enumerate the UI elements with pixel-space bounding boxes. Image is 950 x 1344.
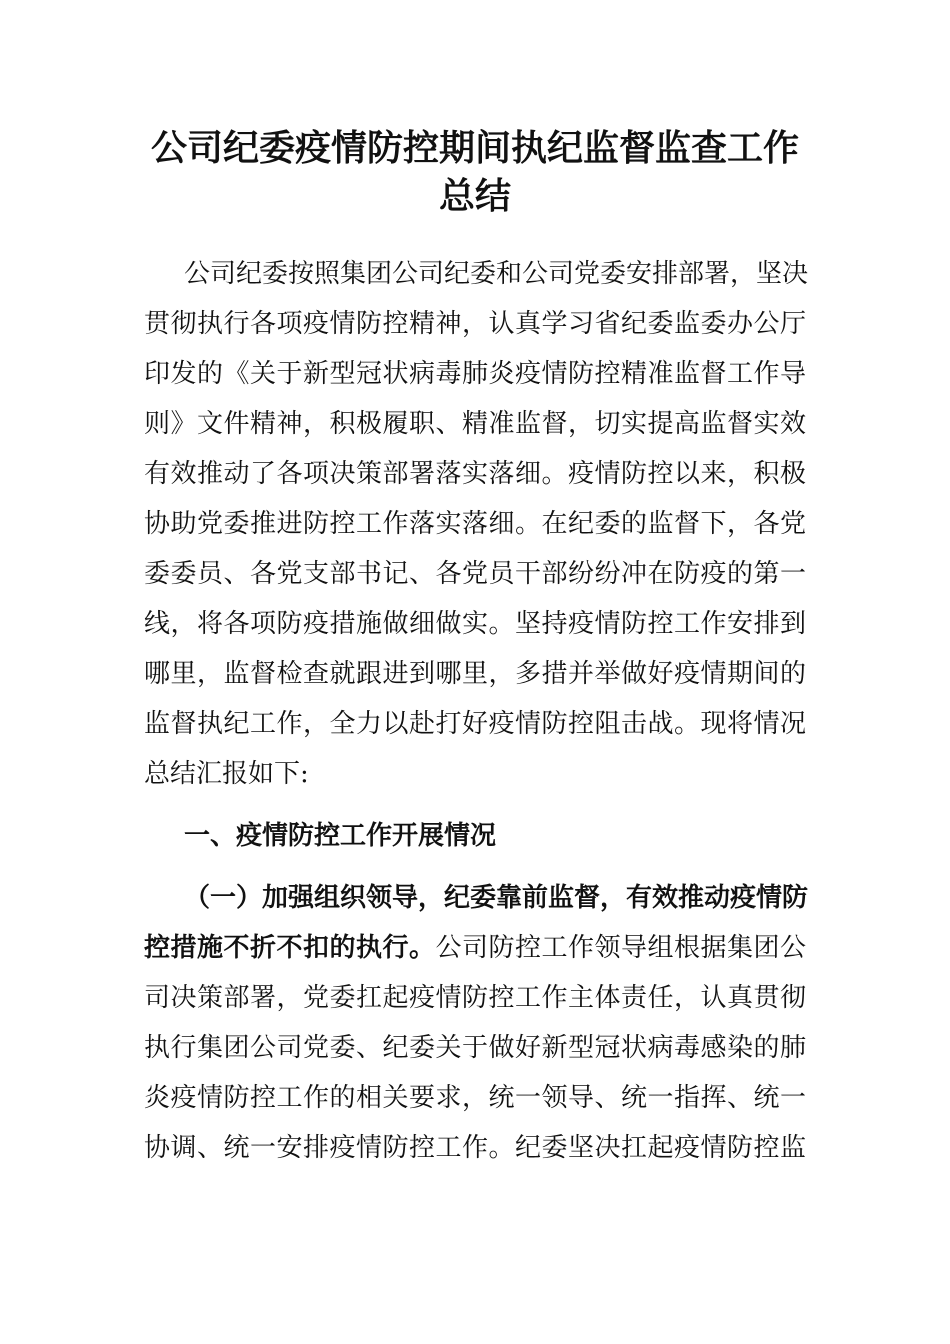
document-title-line-2: 总结 xyxy=(438,176,511,217)
document-title-line-1: 公司纪委疫情防控期间执纪监督监查工作 xyxy=(150,128,799,169)
paragraph-line: 总结汇报如下: xyxy=(144,759,309,789)
paragraph-line: 监督执纪工作，全力以赴打好疫情防控阻击战。现将情况 xyxy=(144,709,806,739)
paragraph-line: 炎疫情防控工作的相关要求，统一领导、统一指挥、统一 xyxy=(144,1083,806,1113)
paragraph-line: 协助党委推进防控工作落实落细。在纪委的监督下，各党 xyxy=(144,509,806,539)
paragraph-line: 协调、统一安排疫情防控工作。纪委坚决扛起疫情防控监 xyxy=(144,1133,806,1163)
paragraph-line: 公司纪委按照集团公司纪委和公司党委安排部署，坚决 xyxy=(184,259,809,289)
subsection-heading-end: 控措施不折不扣的执行。 xyxy=(144,933,436,963)
paragraph-text: 公司防控工作领导组根据集团公 xyxy=(435,933,806,963)
paragraph-line: 则》文件精神，积极履职、精准监督，切实提高监督实效 xyxy=(144,409,806,439)
paragraph-line: 哪里，监督检查就跟进到哪里，多措并举做好疫情期间的 xyxy=(144,659,806,689)
paragraph-line: 委委员、各党支部书记、各党员干部纷纷冲在防疫的第一 xyxy=(144,559,806,589)
paragraph-line: 线，将各项防疫措施做细做实。坚持疫情防控工作安排到 xyxy=(144,609,806,639)
paragraph-line: 贯彻执行各项疫情防控精神，认真学习省纪委监委办公厅 xyxy=(144,309,806,339)
paragraph-line xyxy=(144,930,806,966)
paragraph-line: 司决策部署，党委扛起疫情防控工作主体责任，认真贯彻 xyxy=(144,983,806,1013)
paragraph-line: 有效推动了各项决策部署落实落细。疫情防控以来，积极 xyxy=(144,459,806,489)
section-heading: 一、疫情防控工作开展情况 xyxy=(184,821,497,851)
paragraph-line: 印发的《关于新型冠状病毒肺炎疫情防控精准监督工作导 xyxy=(144,359,806,389)
subsection-heading: （一）加强组织领导，纪委靠前监督，有效推动疫情防 xyxy=(184,883,809,913)
paragraph-line: 执行集团公司党委、纪委关于做好新型冠状病毒感染的肺 xyxy=(144,1033,806,1063)
